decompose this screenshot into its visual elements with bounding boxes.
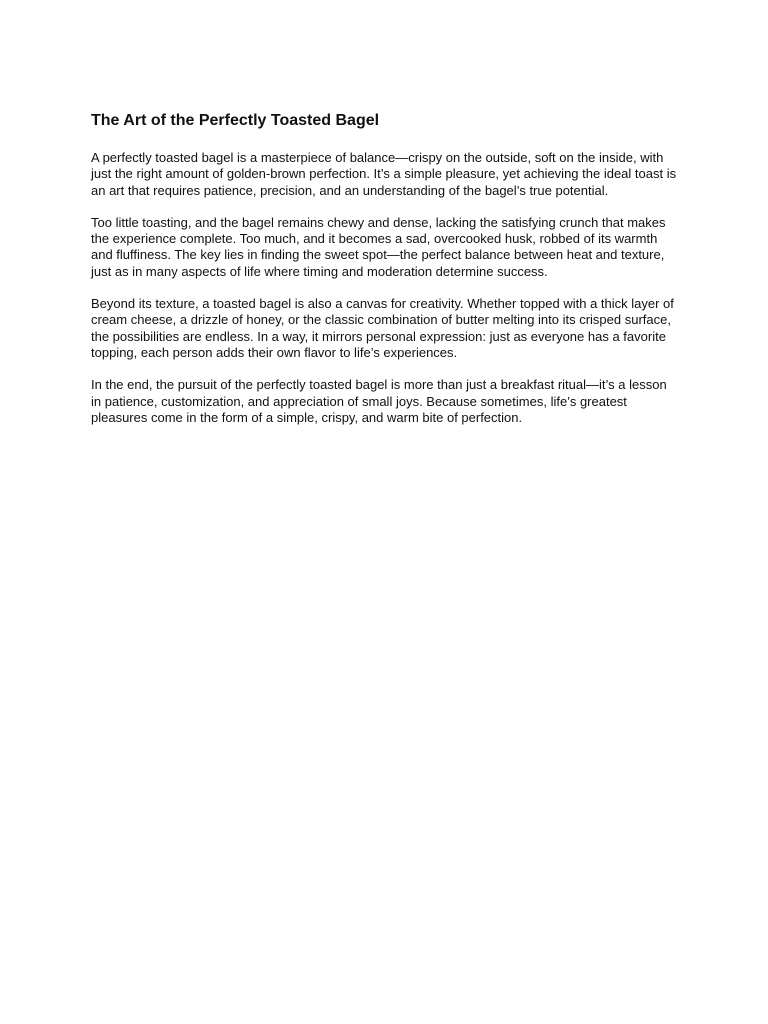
document-paragraph: Too little toasting, and the bagel remains chewy and dense, lacking the satisfying crunch that makes the experience complete. Too much, and it becomes a sad, overcooked husk, robbed of its warmth and fluffiness. The key lies in finding the sweet spot—the perfect balance between heat and texture, just as in many aspects of life where timing and moderation determine success. <box>91 214 666 279</box>
document-paragraph: In the end, the pursuit of the perfectly toasted bagel is more than just a breakfast ritual—it’s a lesson in patience, customization, and appreciation of small joys. Because sometimes, life’s greatest pleasures come in the form of a simple, crispy, and warm bite of perfection. <box>91 377 667 425</box>
document-paragraph: A perfectly toasted bagel is a masterpiece of balance—crispy on the outside, soft on the inside, with just the right amount of golden-brown perfection. It’s a simple pleasure, yet achieving the ideal toast is an art that requires patience, precision, and an understanding of the bagel’s true potential. <box>91 150 677 198</box>
document-title: The Art of the Perfectly Toasted Bagel <box>91 112 380 129</box>
document-paragraph: Beyond its texture, a toasted bagel is also a canvas for creativity. Whether topped with a thick layer of cream cheese, a drizzle of honey, or the classic combination of butter melting into its crisped surface, the possibilities are endless. In a way, it mirrors personal expression: just as everyone has a favorite topping, each person adds their own flavor to life’s experiences. <box>91 296 674 360</box>
